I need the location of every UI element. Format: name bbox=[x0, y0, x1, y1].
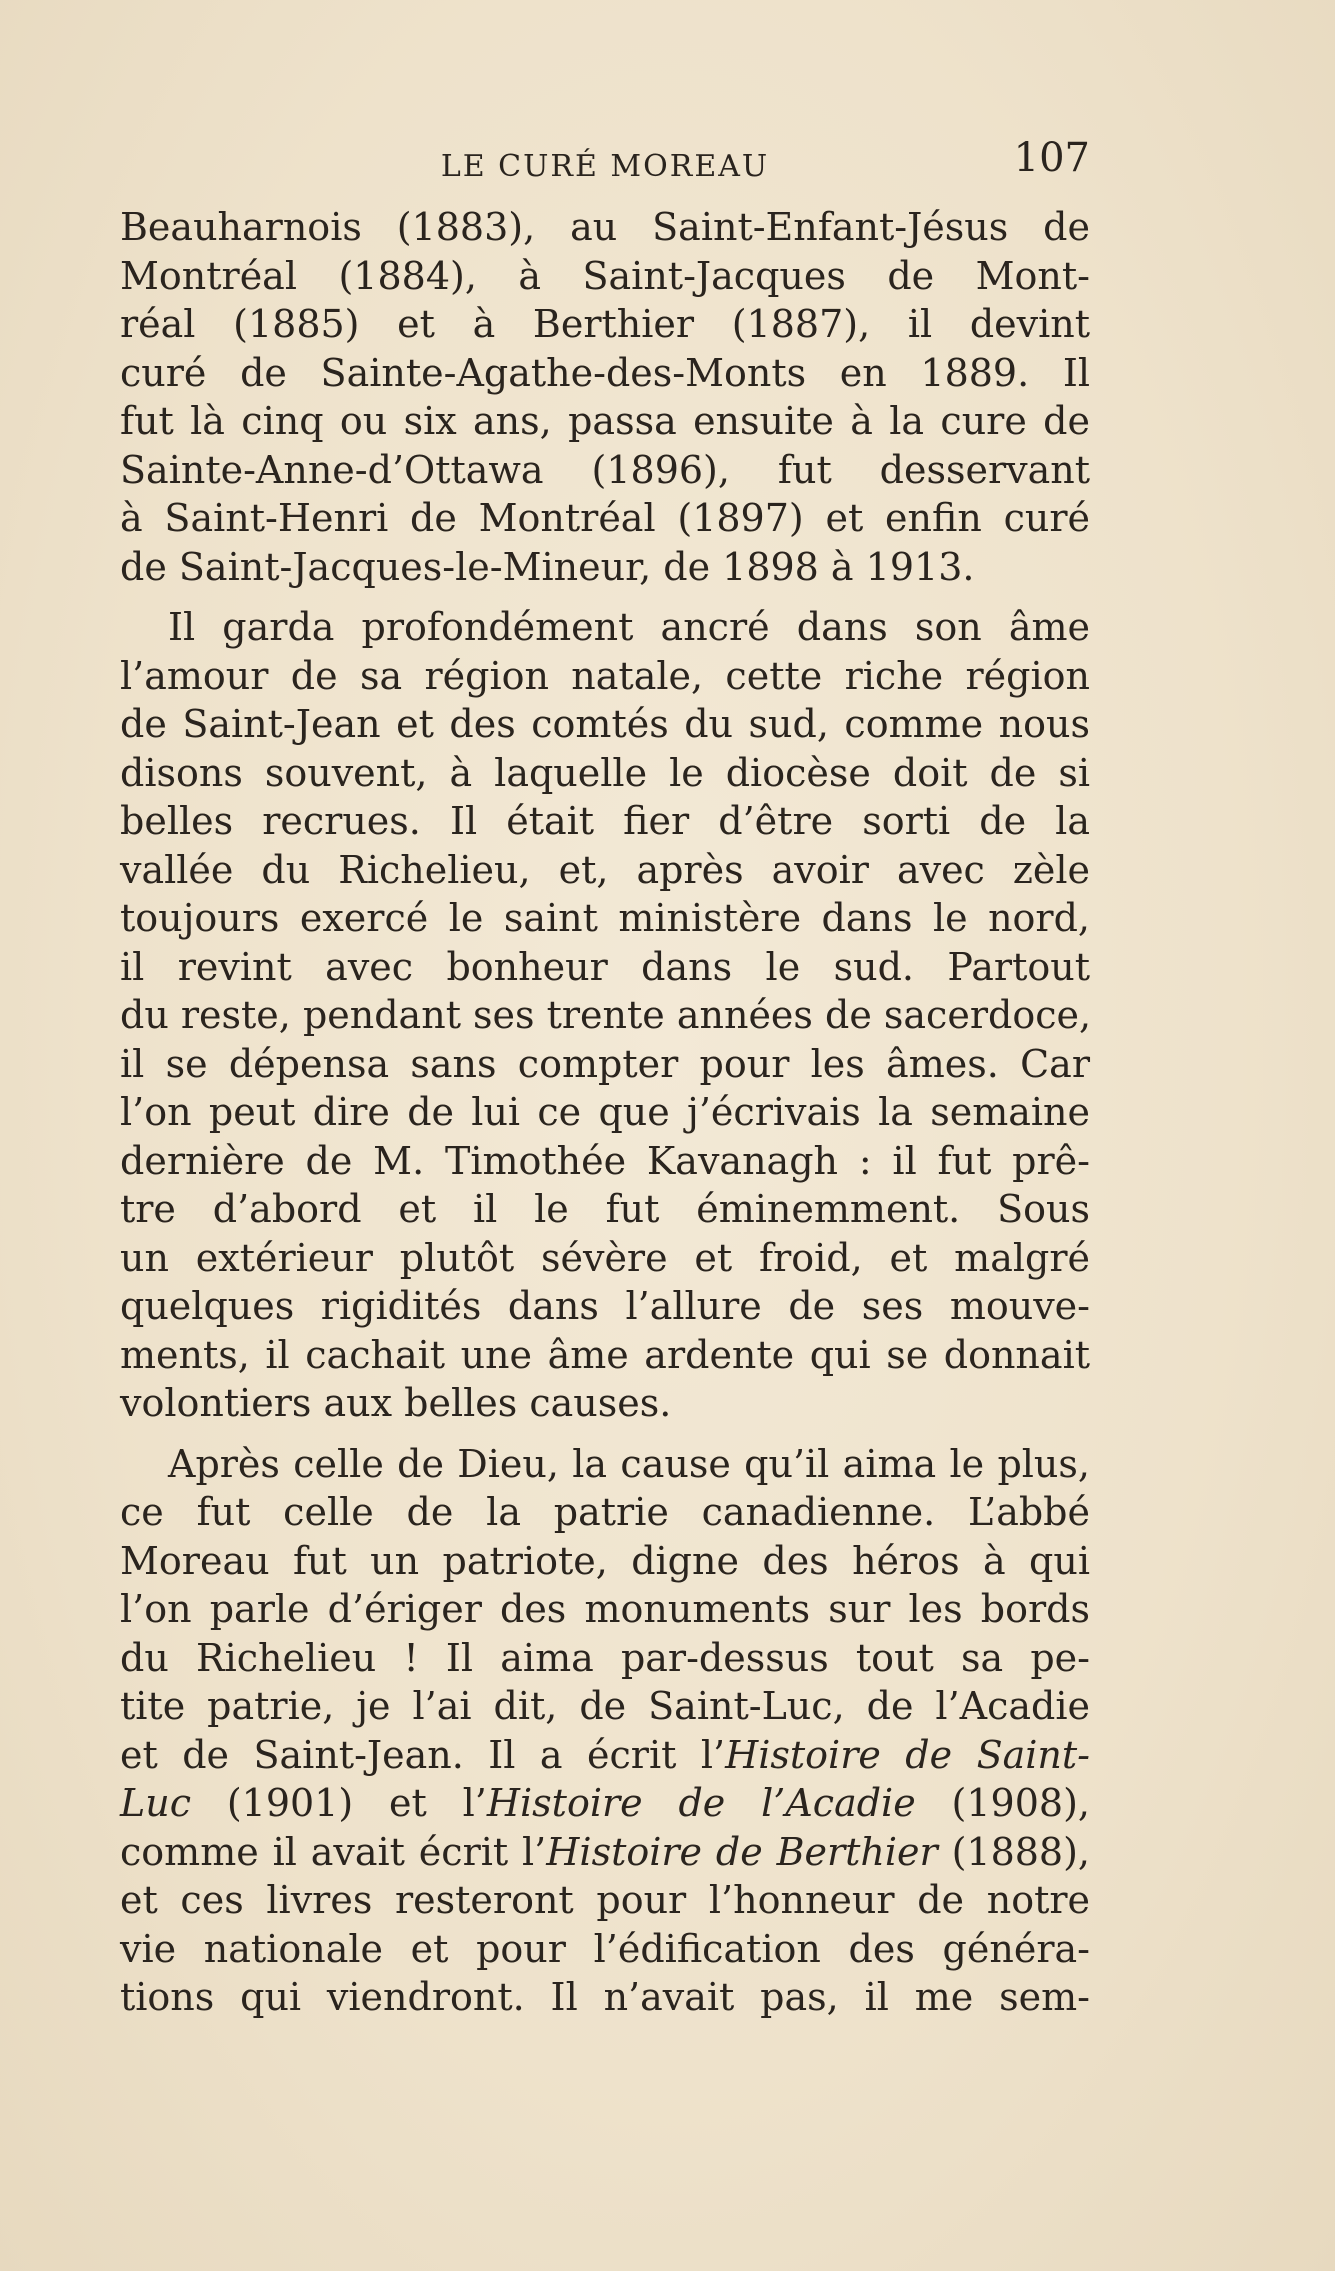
book-title: Histoire de Saint- bbox=[725, 1732, 1090, 1777]
body-text bbox=[120, 203, 1090, 2022]
paragraph bbox=[120, 203, 1090, 591]
text-line: fut là cinq ou six ans, passa ensuite à la cure de bbox=[120, 399, 1090, 443]
text-line: toujours exercé le saint ministère dans le nord, bbox=[120, 896, 1090, 940]
text-line: Luc (1901) et l’Histoire de l’Acadie (1908), bbox=[120, 1781, 1090, 1825]
text-line: et de Saint-Jean. Il a écrit l’Histoire de Saint- bbox=[120, 1732, 1090, 1777]
text-line: l’amour de sa région natale, cette riche région bbox=[120, 653, 1090, 698]
text-line: du Richelieu ! Il aima par-dessus tout sa pe- bbox=[120, 1635, 1090, 1680]
book-title: Histoire de l’Acadie bbox=[486, 1781, 916, 1825]
text-line: Moreau fut un patriote, digne des héros à qui bbox=[120, 1538, 1090, 1583]
text-line: vie nationale et pour l’édification des généra- bbox=[120, 1926, 1090, 1971]
text-line: disons souvent, à laquelle le diocèse doit de si bbox=[120, 750, 1090, 795]
text-line: tre d’abord et il le fut éminemment. Sous bbox=[120, 1187, 1090, 1231]
text-line: Après celle de Dieu, la cause qu’il aima le plus, bbox=[168, 1441, 1090, 1486]
text-line: de Saint-Jacques-le-Mineur, de 1898 à 1913. bbox=[120, 544, 975, 589]
text-line: réal (1885) et à Berthier (1887), il devint bbox=[120, 302, 1090, 346]
text-line: volontiers aux belles causes. bbox=[120, 1381, 672, 1425]
running-title: LE CURÉ MOREAU bbox=[440, 149, 770, 184]
text-line: Sainte-Anne-d’Ottawa (1896), fut desservant bbox=[120, 447, 1090, 492]
page-number: 107 bbox=[1013, 135, 1090, 181]
text-line: il se dépensa sans compter pour les âmes. Car bbox=[120, 1041, 1090, 1086]
text-line: il revint avec bonheur dans le sud. Partout bbox=[120, 944, 1090, 989]
book-title: Luc bbox=[120, 1781, 191, 1825]
text-line: ments, il cachait une âme ardente qui se donnait bbox=[120, 1332, 1090, 1377]
text-line: tions qui viendront. Il n’avait pas, il me sem- bbox=[120, 1975, 1090, 2019]
text-line: dernière de M. Timothée Kavanagh : il fut prê- bbox=[120, 1138, 1090, 1183]
text-line: du reste, pendant ses trente années de sacerdoce, bbox=[120, 993, 1092, 1037]
paragraph bbox=[120, 603, 1090, 1428]
text-line: quelques rigidités dans l’allure de ses mouve- bbox=[120, 1284, 1090, 1328]
text-line: vallée du Richelieu, et, après avoir avec zèle bbox=[120, 847, 1090, 892]
paragraph bbox=[120, 1440, 1090, 2022]
text-line: à Saint-Henri de Montréal (1897) et enfin curé bbox=[120, 496, 1090, 540]
book-title: Histoire de Berthier bbox=[546, 1829, 938, 1874]
text-line: tite patrie, je l’ai dit, de Saint-Luc, de l’Acadie bbox=[120, 1684, 1090, 1728]
text-line: Montréal (1884), à Saint-Jacques de Mont- bbox=[120, 253, 1090, 298]
text-line: comme il avait écrit l’Histoire de Berthier (1888), bbox=[120, 1829, 1091, 1874]
text-line: l’on parle d’ériger des monuments sur les bords bbox=[120, 1587, 1090, 1631]
text-line: un extérieur plutôt sévère et froid, et malgré bbox=[120, 1235, 1090, 1280]
text-line: et ces livres resteront pour l’honneur de notre bbox=[120, 1878, 1090, 1922]
text-line: curé de Sainte-Agathe-des-Monts en 1889. Il bbox=[120, 350, 1090, 395]
text-line: ce fut celle de la patrie canadienne. L’abbé bbox=[120, 1490, 1090, 1534]
page-header bbox=[120, 135, 1090, 195]
text-line: Il garda profondément ancré dans son âme bbox=[168, 605, 1090, 649]
text-line: de Saint-Jean et des comtés du sud, comme nous bbox=[120, 702, 1090, 746]
text-line: belles recrues. Il était fier d’être sorti de la bbox=[120, 799, 1090, 843]
text-line: Beauharnois (1883), au Saint-Enfant-Jésus de bbox=[120, 205, 1090, 249]
text-line: l’on peut dire de lui ce que j’écrivais la semaine bbox=[120, 1090, 1090, 1134]
